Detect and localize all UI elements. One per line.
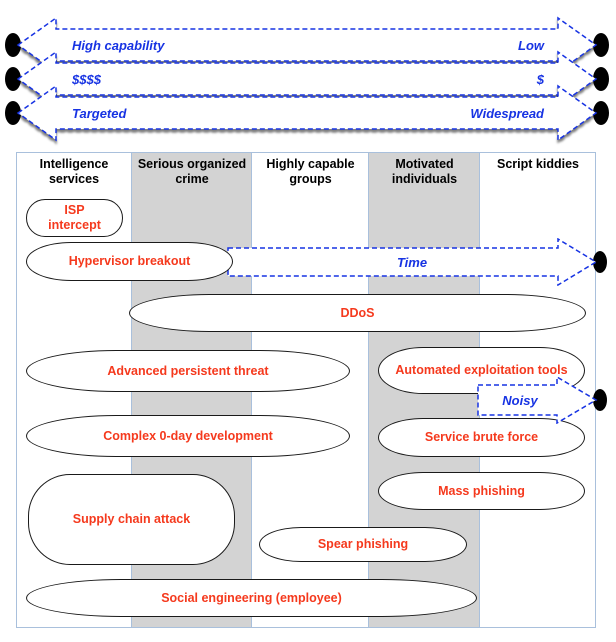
bubble-label: Social engineering (employee) [161,590,342,605]
noisy-arrow [474,376,614,424]
bubble-complex-0day-development [26,415,350,457]
bubble-label: Hypervisor breakout [68,254,191,268]
bubble-ddos [129,294,586,332]
bubble-label: Service brute force [424,430,539,444]
bubble-social-engineering [26,579,477,617]
targeting-left-label: Targeted [72,106,127,121]
targeting-right-label: Widespread [470,106,544,121]
time-label: Time [396,255,428,270]
bubble-label: Spear phishing [317,537,409,551]
bubble-label: Supply chain attack [72,512,191,526]
column-header: Highly capable groups [266,157,355,186]
spectrum-arrows [0,0,616,150]
bubble-label: Advanced persistent threat [107,363,269,378]
capability-left-label: High capability [72,38,165,53]
column-header: Motivated individuals [391,157,458,186]
noisy-label: Noisy [502,393,538,408]
column-header: Serious organized crime [137,157,247,186]
cost-right-label: $ [536,72,544,87]
bubble-label: DDoS [340,305,375,320]
capability-right-label: Low [518,38,544,53]
column-header: Intelligence services [39,157,109,186]
bubble-mass-phishing [378,472,585,510]
column-header: Script kiddies [497,157,579,171]
bubble-isp-intercept [26,199,123,237]
time-arrow [224,238,610,286]
bubble-label: ISP intercept [48,203,101,232]
bubble-label: Complex 0-day development [103,428,273,443]
bubble-spear-phishing [259,527,467,562]
bubble-supply-chain-attack [28,474,235,565]
cost-left-label: $$$$ [72,72,101,87]
bubble-advanced-persistent-threat [26,350,350,392]
bubble-label: Mass phishing [438,483,525,498]
bubble-label: Automated exploitation tools [395,363,568,377]
bubble-hypervisor-breakout [26,242,233,281]
